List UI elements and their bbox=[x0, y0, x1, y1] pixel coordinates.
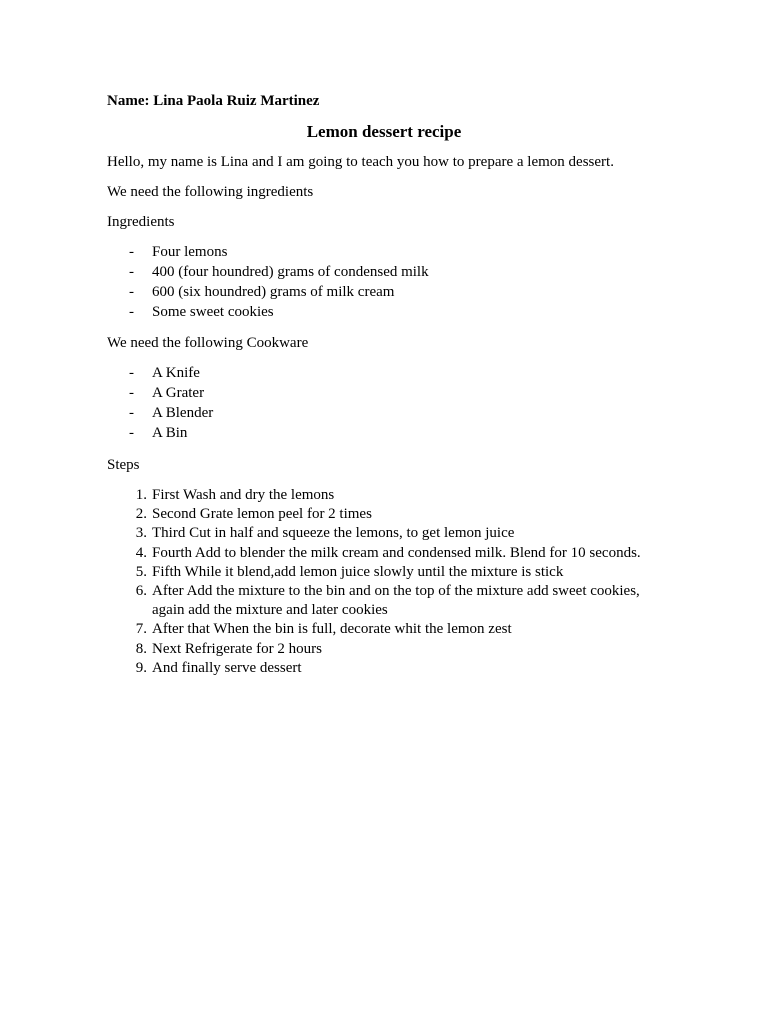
step-item bbox=[107, 505, 641, 524]
step-text: After Add the mixture to the bin and on the top of the mixture add sweet cookies, bbox=[152, 583, 640, 600]
cookware-intro: We need the following Cookware bbox=[107, 335, 309, 351]
step-item bbox=[107, 563, 641, 582]
step-item bbox=[107, 524, 641, 543]
author-name: Name: Lina Paola Ruiz Martinez bbox=[107, 93, 320, 109]
document-title: Lemon dessert recipe bbox=[306, 122, 462, 141]
steps-list bbox=[107, 486, 641, 678]
list-item bbox=[107, 383, 213, 403]
list-marker: - bbox=[129, 365, 134, 381]
cookware-text: A Blender bbox=[152, 405, 214, 421]
step-text: After that When the bin is full, decorate whit the lemon zest bbox=[152, 621, 512, 638]
step-number: 4. bbox=[135, 544, 147, 561]
list-item bbox=[107, 363, 213, 383]
step-item bbox=[107, 620, 641, 639]
cookware-text: A Grater bbox=[152, 385, 205, 401]
step-item bbox=[107, 486, 641, 505]
step-number: 6. bbox=[135, 583, 147, 600]
ingredients-intro: We need the following ingredients bbox=[107, 184, 314, 200]
step-text: And finally serve dessert bbox=[152, 659, 302, 676]
step-item bbox=[107, 640, 641, 659]
ingredients-heading: Ingredients bbox=[107, 214, 175, 230]
list-item bbox=[107, 403, 213, 423]
list-marker: - bbox=[129, 264, 134, 280]
list-marker: - bbox=[129, 304, 134, 320]
step-number: 8. bbox=[135, 640, 147, 657]
step-item bbox=[107, 544, 641, 563]
intro-paragraph: Hello, my name is Lina and I am going to teach you how to prepare a lemon dessert. bbox=[107, 154, 614, 170]
list-marker: - bbox=[129, 385, 134, 401]
step-number: 3. bbox=[135, 525, 147, 542]
step-text: Next Refrigerate for 2 hours bbox=[152, 640, 322, 657]
step-text: Third Cut in half and squeeze the lemons, to get lemon juice bbox=[152, 525, 515, 542]
step-number: 2. bbox=[135, 506, 147, 523]
list-item bbox=[107, 302, 429, 322]
list-item bbox=[107, 282, 429, 302]
ingredient-text: 600 (six houndred) grams of milk cream bbox=[152, 284, 395, 300]
step-text: Fourth Add to blender the milk cream and condensed milk. Blend for 10 seconds. bbox=[152, 544, 641, 561]
list-marker: - bbox=[129, 244, 134, 260]
step-item bbox=[107, 659, 641, 678]
step-item bbox=[107, 582, 641, 620]
ingredient-text: Some sweet cookies bbox=[152, 304, 274, 320]
cookware-text: A Knife bbox=[152, 365, 200, 381]
list-marker: - bbox=[129, 405, 134, 421]
list-marker: - bbox=[129, 284, 134, 300]
step-text-continuation: again add the mixture and later cookies bbox=[152, 602, 388, 619]
list-item bbox=[107, 262, 429, 282]
list-item bbox=[107, 242, 429, 262]
ingredients-list bbox=[107, 242, 429, 322]
cookware-text: A Bin bbox=[152, 425, 188, 441]
steps-heading: Steps bbox=[107, 457, 140, 473]
list-marker: - bbox=[129, 425, 134, 441]
ingredient-text: 400 (four houndred) grams of condensed milk bbox=[152, 264, 429, 280]
step-text: Fifth While it blend,add lemon juice slowly until the mixture is stick bbox=[152, 563, 564, 580]
step-number: 5. bbox=[135, 563, 147, 580]
step-number: 1. bbox=[135, 487, 147, 503]
step-number: 9. bbox=[135, 659, 147, 676]
step-text: First Wash and dry the lemons bbox=[152, 487, 335, 503]
step-text: Second Grate lemon peel for 2 times bbox=[152, 506, 372, 523]
cookware-list bbox=[107, 363, 213, 443]
list-item bbox=[107, 423, 213, 443]
step-number: 7. bbox=[135, 621, 147, 638]
ingredient-text: Four lemons bbox=[152, 244, 228, 260]
